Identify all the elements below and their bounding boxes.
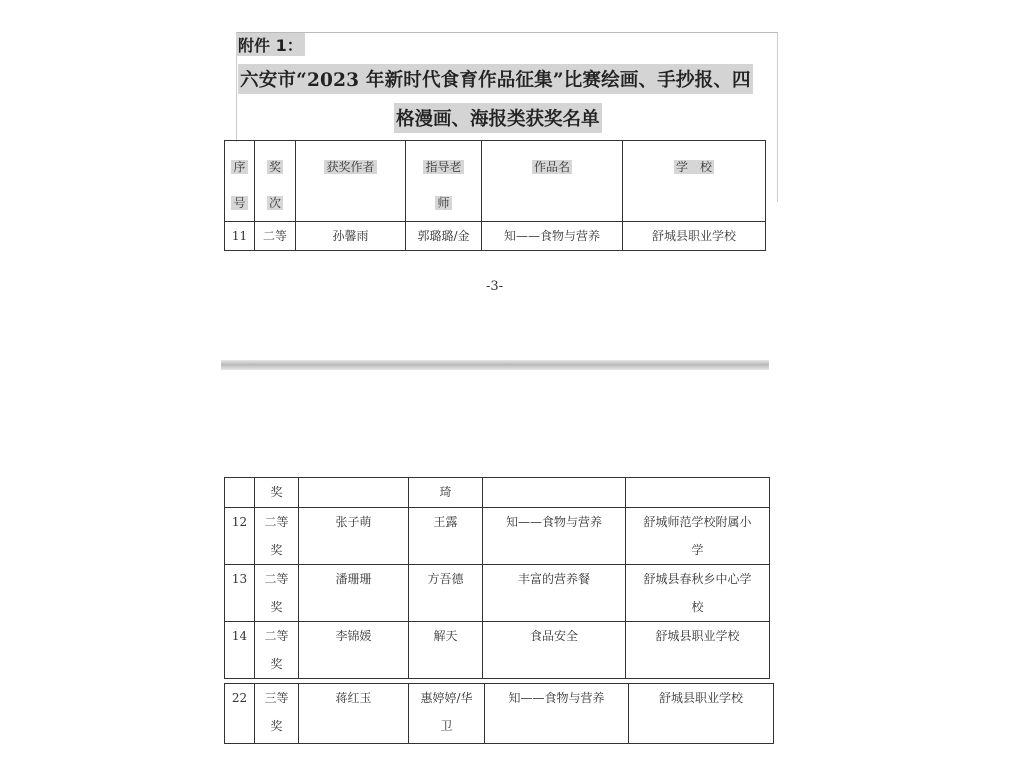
table-row xyxy=(225,684,774,744)
cell-award: 二等 xyxy=(255,222,296,251)
cell-school: 舒城县职业学校 xyxy=(623,222,766,251)
table-header-row xyxy=(225,141,766,222)
header-school: 学 校 xyxy=(623,141,766,222)
cell-no: 14 xyxy=(225,622,255,679)
table-row xyxy=(225,622,770,679)
cell-teacher: 王露 xyxy=(409,508,483,565)
cell-author xyxy=(299,478,409,508)
header-teacher: 指导老 师 xyxy=(406,141,482,222)
cell-no: 22 xyxy=(225,684,255,744)
cell-author: 蒋红玉 xyxy=(299,684,409,744)
award-table-page2 xyxy=(224,477,770,679)
cell-school: 舒城县职业学校 xyxy=(626,622,770,679)
cell-no: 12 xyxy=(225,508,255,565)
page-break-separator xyxy=(221,360,769,370)
cell-teacher: 惠婷婷/华 卫 xyxy=(409,684,485,744)
cell-award: 二等 奖 xyxy=(255,508,299,565)
cell-school xyxy=(626,478,770,508)
page-number: -3- xyxy=(486,279,504,294)
cell-author: 孙馨雨 xyxy=(296,222,406,251)
cell-award: 二等 奖 xyxy=(255,565,299,622)
cell-work: 知——食物与营养 xyxy=(485,684,629,744)
cell-teacher: 琦 xyxy=(409,478,483,508)
header-award: 奖 次 xyxy=(255,141,296,222)
header-no: 序 号 xyxy=(225,141,255,222)
table-row-continuation xyxy=(225,478,770,508)
document-title-line2: 格漫画、海报类获奖名单 xyxy=(394,103,602,133)
page-top-rule xyxy=(236,32,778,33)
table-row xyxy=(225,508,770,565)
cell-school: 舒城师范学校附属小 学 xyxy=(626,508,770,565)
header-author: 获奖作者 xyxy=(296,141,406,222)
cell-teacher: 解天 xyxy=(409,622,483,679)
attachment-label: 附件 1： xyxy=(236,33,305,56)
document-title-line1: 六安市“2023 年新时代食育作品征集”比赛绘画、手抄报、四 xyxy=(238,64,753,94)
cell-no xyxy=(225,478,255,508)
cell-no: 11 xyxy=(225,222,255,251)
header-work: 作品名 xyxy=(482,141,623,222)
cell-award: 奖 xyxy=(255,478,299,508)
cell-work: 知——食物与营养 xyxy=(483,508,626,565)
cell-work: 知——食物与营养 xyxy=(482,222,623,251)
cell-award: 三等 奖 xyxy=(255,684,299,744)
cell-work: 食品安全 xyxy=(483,622,626,679)
cell-school: 舒城县春秋乡中心学 校 xyxy=(626,565,770,622)
cell-award: 二等 奖 xyxy=(255,622,299,679)
cell-work: 丰富的营养餐 xyxy=(483,565,626,622)
cell-school: 舒城县职业学校 xyxy=(629,684,774,744)
table-row xyxy=(225,565,770,622)
table-row xyxy=(225,222,766,251)
cell-author: 张子萌 xyxy=(299,508,409,565)
cell-teacher: 方吾德 xyxy=(409,565,483,622)
cell-author: 李锦媛 xyxy=(299,622,409,679)
cell-author: 潘珊珊 xyxy=(299,565,409,622)
award-table-page1 xyxy=(224,140,766,251)
cell-work xyxy=(483,478,626,508)
page-right-rule xyxy=(777,32,778,202)
cell-teacher: 郭璐璐/金 xyxy=(406,222,482,251)
cell-no: 13 xyxy=(225,565,255,622)
award-table-page2-lower xyxy=(224,683,774,744)
